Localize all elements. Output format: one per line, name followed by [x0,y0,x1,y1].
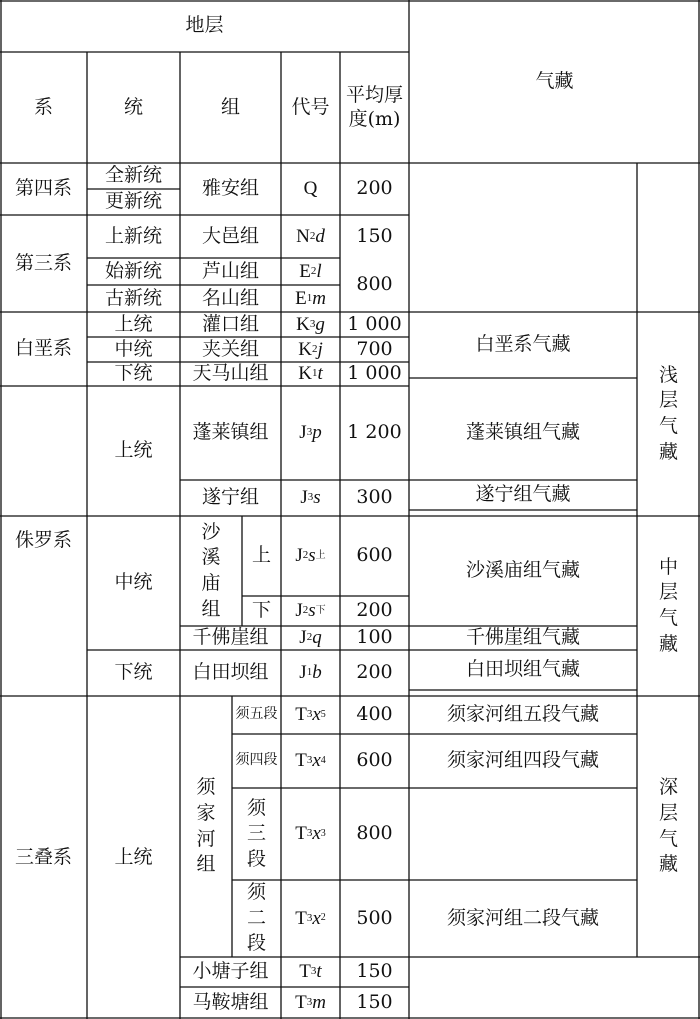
thickness-dayi: 150 [356,224,393,247]
member-shaximiao-down: 下 [251,599,271,622]
header-formation: 组 [220,95,240,118]
code-j1b: J 1 b [299,662,322,684]
thickness-lushan-mingshan: 800 [356,273,393,296]
thickness-shaximiao-down: 200 [356,599,393,622]
code-t3m: T 3 m [295,992,326,1014]
code-t3x4: T 3 x 4 [295,750,326,772]
system-quaternary: 第四系 [14,177,72,200]
thickness-guankou: 1 000 [347,312,402,335]
code-j3s: J 3 s [300,487,321,509]
code-n2d: N 2 d [296,225,325,247]
thickness-maantang: 150 [356,991,393,1014]
series-paleocene: 古新统 [104,286,162,309]
header-series: 统 [123,95,143,118]
gas-xu2: 须家河组二段气藏 [446,906,599,929]
code-j2s-up: J 2 s 上 [295,545,326,567]
formation-shaximiao: 沙溪庙组 [201,520,221,620]
thickness-xu3: 800 [356,822,393,845]
gas-qianfoya: 千佛崖组气藏 [465,626,580,649]
formation-maantang: 马鞍塘组 [192,991,269,1014]
formation-penglaizhen: 蓬莱镇组 [192,421,269,444]
code-t3t: T 3 t [299,961,322,983]
thickness-baitianba: 200 [356,661,393,684]
gas-penglaizhen: 蓬莱镇组气藏 [465,421,580,444]
thickness-penglaizhen: 1 200 [347,421,402,444]
gas-baitianba: 白田坝组气藏 [465,658,580,681]
gas-shaximiao: 沙溪庙组气藏 [465,559,580,582]
code-j2s-down: J 2 s 下 [295,600,326,622]
formation-xujiahe: 须家河组 [196,776,216,876]
category-shallow: 浅层气藏 [658,363,678,463]
header-code: 代号 [291,95,330,118]
series-pliocene: 上新统 [104,224,162,247]
category-middle: 中层气藏 [658,555,678,655]
thickness-tianmashan: 1 000 [347,362,402,385]
code-t3x5: T 3 x 5 [295,704,326,726]
header-thickness: 平均厚 度(m) [345,83,403,130]
code-t3x2: T 3 x 2 [295,907,326,929]
formation-qianfoya: 千佛崖组 [192,626,269,649]
system-jurassic: 侏罗系 [14,529,72,552]
thickness-qianfoya: 100 [356,626,393,649]
system-tertiary: 第三系 [14,251,72,274]
category-deep: 深层气藏 [658,776,678,876]
series-j-lower: 下统 [114,661,153,684]
gas-xu5: 须家河组五段气藏 [446,703,599,726]
formation-suining: 遂宁组 [201,486,259,509]
system-cretaceous: 白垩系 [14,337,72,360]
thickness-xu2: 500 [356,906,393,929]
code-k3g: K 3 g [296,313,325,335]
code-q: Q [303,178,318,200]
member-xu5: 须五段 [235,706,278,723]
code-t3x3: T 3 x 3 [295,823,326,845]
thickness-xu4: 600 [356,749,393,772]
thickness-yaan: 200 [356,177,393,200]
code-k2j: K 2 j [298,338,323,360]
formation-baitianba: 白田坝组 [192,661,269,684]
formation-tianmashan: 天马山组 [192,362,269,385]
series-holocene: 全新统 [104,164,162,187]
thickness-xiaotangzi: 150 [356,960,393,983]
series-j-middle: 中统 [114,571,153,594]
member-xu3: 须三段 [247,796,267,870]
formation-dayi: 大邑组 [201,224,259,247]
formation-guankou: 灌口组 [201,312,259,335]
member-xu4: 须四段 [235,752,278,769]
series-eocene: 始新统 [104,259,162,282]
thickness-jiaguan: 700 [356,337,393,360]
code-k1t: K 1 t [298,363,323,385]
series-k-lower: 下统 [114,362,153,385]
thickness-suining: 300 [356,486,393,509]
code-e1m: E 1 m [295,287,326,309]
code-j3p: J 3 p [299,422,322,444]
series-k-upper: 上统 [114,312,153,335]
formation-mingshan: 名山组 [201,286,259,309]
gas-xu4: 须家河组四段气藏 [446,749,599,772]
member-shaximiao-up: 上 [251,544,271,567]
code-j2q: J 2 q [299,627,322,649]
series-pleistocene: 更新统 [104,190,162,213]
member-xu2: 须二段 [247,881,267,955]
formation-jiaguan: 夹关组 [201,337,259,360]
formation-lushan: 芦山组 [201,259,259,282]
gas-cretaceous: 白垩系气藏 [475,333,571,356]
code-e2l: E 2 l [299,260,322,282]
gas-suining: 遂宁组气藏 [475,483,571,506]
series-k-middle: 中统 [114,337,153,360]
formation-xiaotangzi: 小塘子组 [192,960,269,983]
system-triassic: 三叠系 [14,845,72,868]
formation-yaan: 雅安组 [201,177,259,200]
series-t-upper: 上统 [114,845,153,868]
header-strata: 地层 [185,14,224,37]
thickness-shaximiao-up: 600 [356,544,393,567]
header-gas-reservoir: 气藏 [535,69,574,92]
series-j-upper: 上统 [114,439,153,462]
thickness-xu5: 400 [356,703,393,726]
header-system: 系 [33,95,53,118]
